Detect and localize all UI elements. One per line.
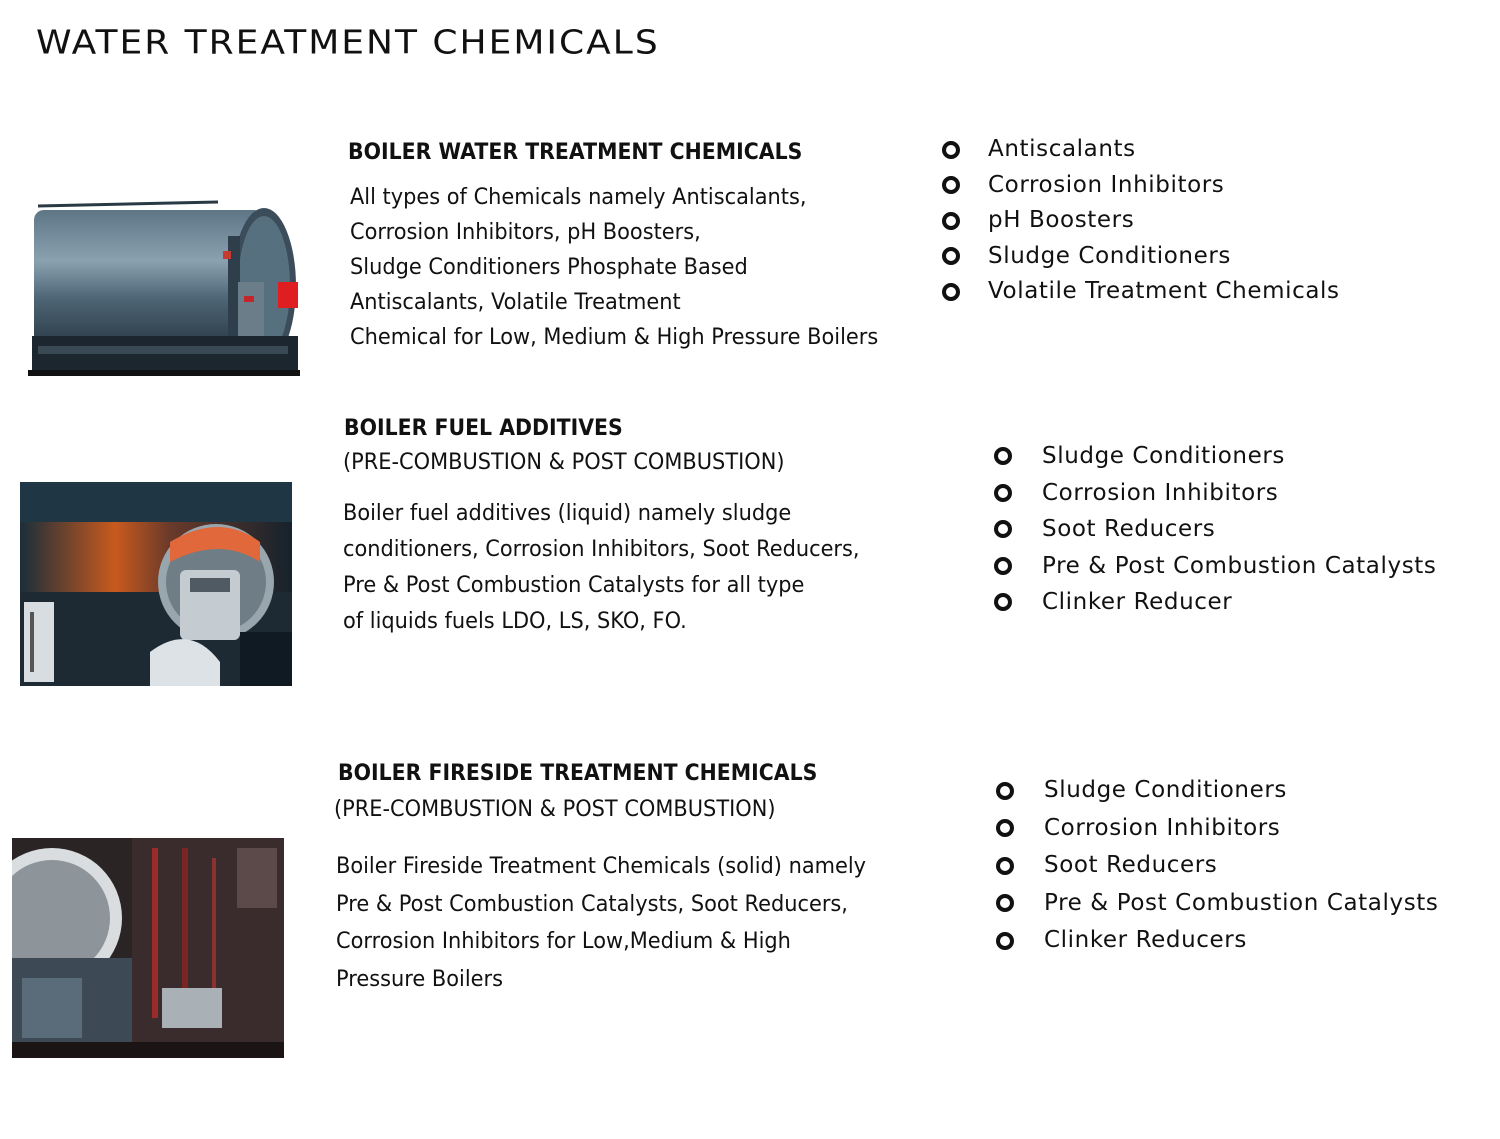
bullet-ring-icon bbox=[942, 247, 960, 265]
bullet-ring-icon bbox=[994, 484, 1012, 502]
bullet-list bbox=[994, 438, 1436, 621]
list-item: Corrosion Inhibitors bbox=[996, 810, 1438, 848]
bullet-ring-icon bbox=[994, 557, 1012, 575]
list-item: Corrosion Inhibitors bbox=[942, 168, 1340, 204]
bullet-ring-icon bbox=[996, 894, 1014, 912]
list-item: Pre & Post Combustion Catalysts bbox=[994, 548, 1436, 585]
bullet-ring-icon bbox=[996, 819, 1014, 837]
list-item: pH Boosters bbox=[942, 203, 1340, 239]
section-subheading: (PRE-COMBUSTION & POST COMBUSTION) bbox=[334, 797, 776, 822]
list-item: Soot Reducers bbox=[994, 511, 1436, 548]
description-line: Pre & Post Combustion Catalysts for all type bbox=[343, 573, 805, 598]
description-line: Chemical for Low, Medium & High Pressure Boilers bbox=[350, 325, 879, 350]
section-heading: BOILER WATER TREATMENT CHEMICALS bbox=[348, 140, 803, 165]
bullet-ring-icon bbox=[942, 141, 960, 159]
description-line: Pressure Boilers bbox=[336, 966, 503, 992]
bullet-ring-icon bbox=[996, 857, 1014, 875]
list-item: Corrosion Inhibitors bbox=[994, 475, 1436, 512]
list-item: Sludge Conditioners bbox=[994, 438, 1436, 475]
bullet-ring-icon bbox=[994, 447, 1012, 465]
bullet-ring-icon bbox=[942, 283, 960, 301]
description-line: All types of Chemicals namely Antiscalants, bbox=[350, 185, 807, 210]
list-item: Sludge Conditioners bbox=[996, 772, 1438, 810]
description-line: Corrosion Inhibitors, pH Boosters, bbox=[350, 220, 701, 245]
section-heading: BOILER FUEL ADDITIVES bbox=[344, 416, 623, 441]
bullet-ring-icon bbox=[994, 593, 1012, 611]
bullet-ring-icon bbox=[942, 176, 960, 194]
page-title: WATER TREATMENT CHEMICALS bbox=[36, 24, 660, 62]
bullet-ring-icon bbox=[942, 212, 960, 230]
list-item: Pre & Post Combustion Catalysts bbox=[996, 885, 1438, 923]
bullet-list bbox=[942, 132, 1340, 310]
description-line: Boiler Fireside Treatment Chemicals (solid) namely bbox=[336, 854, 867, 879]
description-line: Boiler fuel additives (liquid) namely sludge bbox=[343, 501, 792, 526]
section-heading: BOILER FIRESIDE TREATMENT CHEMICALS bbox=[338, 761, 818, 786]
description-line: Pre & Post Combustion Catalysts, Soot Reducers, bbox=[336, 891, 848, 917]
bullet-ring-icon bbox=[996, 932, 1014, 950]
section-description bbox=[343, 496, 887, 640]
list-item: Antiscalants bbox=[942, 132, 1340, 168]
boiler-plant-photo bbox=[20, 482, 292, 686]
description-line: of liquids fuels LDO, LS, SKO, FO. bbox=[343, 609, 687, 634]
list-item: Soot Reducers bbox=[996, 847, 1438, 885]
boiler-room-photo bbox=[12, 838, 284, 1058]
section-subheading: (PRE-COMBUSTION & POST COMBUSTION) bbox=[343, 450, 785, 475]
list-item: Clinker Reducers bbox=[996, 922, 1438, 960]
description-line: Antiscalants, Volatile Treatment bbox=[350, 290, 681, 315]
description-line: Sludge Conditioners Phosphate Based bbox=[350, 255, 748, 280]
list-item: Volatile Treatment Chemicals bbox=[942, 274, 1340, 310]
bullet-ring-icon bbox=[996, 782, 1014, 800]
bullet-list bbox=[996, 772, 1438, 960]
section-description bbox=[336, 848, 894, 998]
list-item: Sludge Conditioners bbox=[942, 239, 1340, 275]
list-item: Clinker Reducer bbox=[994, 584, 1436, 621]
bullet-ring-icon bbox=[994, 520, 1012, 538]
section-description bbox=[350, 180, 906, 355]
industrial-boiler-photo bbox=[28, 196, 300, 382]
description-line: Corrosion Inhibitors for Low,Medium & High bbox=[336, 929, 791, 954]
description-line: conditioners, Corrosion Inhibitors, Soot Reducers, bbox=[343, 537, 860, 562]
